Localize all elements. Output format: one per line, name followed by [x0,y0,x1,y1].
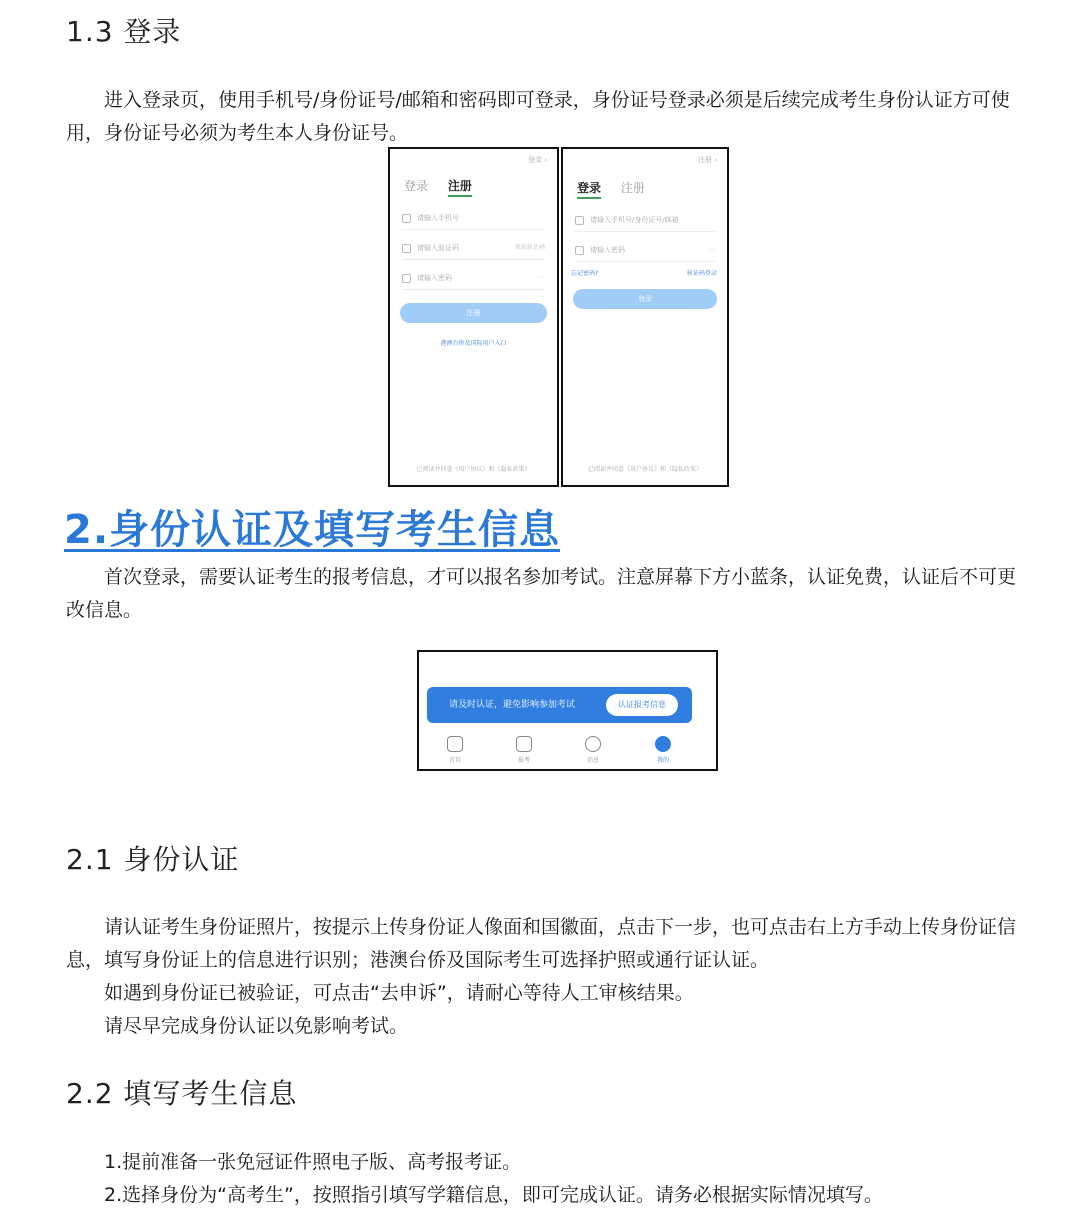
register-button[interactable]: 注册 [400,303,547,323]
nav-label: 我的 [656,757,669,764]
section-heading-2-2: 2.2 填写考生信息 [66,1077,298,1110]
phone-input[interactable] [402,207,545,230]
password-placeholder: 请输入密码 [417,274,452,282]
profile-icon [655,736,671,752]
verify-banner-mockup [417,650,718,771]
auth-tabs [577,179,661,196]
message-icon [585,736,601,752]
list-item: 1.提前准备一张免冠证件照电子版、高考报考证。 [104,1151,522,1173]
login-link[interactable]: 登录 › [527,156,547,164]
para-line: 如遇到身份证已被验证，可点击“去申诉”，请耐心等待人工审核结果。 [104,982,694,1004]
forgot-password-link[interactable]: 忘记密码? [571,270,599,277]
verify-info-button[interactable]: 认证报考信息 [606,694,678,716]
lock-icon [575,246,584,255]
shield-icon [402,244,411,253]
register-screen-mockup [388,147,559,487]
nav-label: 首页 [448,757,461,764]
password-input[interactable] [402,267,545,290]
phone-placeholder: 请输入手机号 [417,214,459,222]
tab-login[interactable]: 登录 [577,181,601,199]
tab-login[interactable]: 登录 [404,179,429,193]
password-placeholder: 请输入密码 [590,246,625,254]
para-line: 息，填写身份证上的信息进行识别；港澳台侨及国际考生可选择护照或通行证认证。 [66,949,770,971]
identity-paragraph [66,911,1046,1043]
document-icon [516,736,532,752]
account-placeholder: 请输入手机号/身份证号/邮箱 [590,216,679,224]
home-icon [447,736,463,752]
eye-icon[interactable]: ⋯ [539,274,545,281]
get-code-button[interactable]: 获取验证码 [514,244,545,251]
phone-icon [402,214,411,223]
nav-apply[interactable] [504,736,544,764]
para-line: 用，身份证号必须为考生本人身份证号。 [66,122,409,144]
para-line: 进入登录页，使用手机号/身份证号/邮箱和密码即可登录，身份证号登录必须是后续完成考生身份认证方可使 [104,89,1010,111]
international-entry-link[interactable]: 港澳台侨及国际用户入口 [440,340,507,347]
section-heading-1-3: 1.3 登录 [66,15,182,48]
fill-info-list [66,1146,1046,1212]
agreement-checkbox[interactable]: 已阅读并同意《用户协议》和《隐私政策》 [416,466,531,473]
para-line: 改信息。 [66,599,143,621]
login-screen-mockup [561,147,729,487]
register-link[interactable]: 注册 › [697,156,717,164]
user-icon [575,216,584,225]
nav-label: 报考 [517,757,530,764]
login-intro-paragraph [66,84,1046,150]
para-line: 请认证考生身份证照片，按提示上传身份证人像面和国徽面，点击下一步，也可点击右上方手动上传身份证信 [104,916,1017,938]
nav-messages[interactable] [573,736,613,764]
section-title-2: 2.身份认证及填写考生信息 [64,507,561,553]
para-line: 请尽早完成身份认证以免影响考试。 [104,1015,409,1037]
reminder-text: 请及时认证，避免影响参加考试 [449,700,576,710]
code-placeholder: 请输入验证码 [417,244,459,252]
tab-register[interactable]: 注册 [448,179,472,197]
eye-icon[interactable]: ⋯ [709,246,715,253]
list-item: 2.选择身份为“高考生”，按照指引填写学籍信息，即可完成认证。请务必根据实际情况填写。 [104,1184,883,1206]
password-input[interactable] [575,239,715,262]
auth-tabs [404,177,488,194]
auth-intro-paragraph [66,561,1046,627]
sms-login-link[interactable]: 验证码登录 [686,270,717,277]
nav-mine[interactable] [643,736,683,764]
agreement-checkbox[interactable]: 已阅读并同意《用户协议》和《隐私政策》 [587,466,702,473]
nav-label: 消息 [586,757,599,764]
para-line: 首次登录，需要认证考生的报考信息，才可以报名参加考试。注意屏幕下方小蓝条，认证免费，认证后不可更 [104,566,1017,588]
verify-reminder-bar [427,687,692,723]
login-button[interactable]: 登录 [573,289,717,309]
account-input[interactable] [575,209,715,232]
section-heading-2-1: 2.1 身份认证 [66,843,240,876]
nav-home[interactable] [435,736,475,764]
lock-icon [402,274,411,283]
verification-code-input[interactable] [402,237,545,260]
tab-register[interactable]: 注册 [620,181,645,195]
